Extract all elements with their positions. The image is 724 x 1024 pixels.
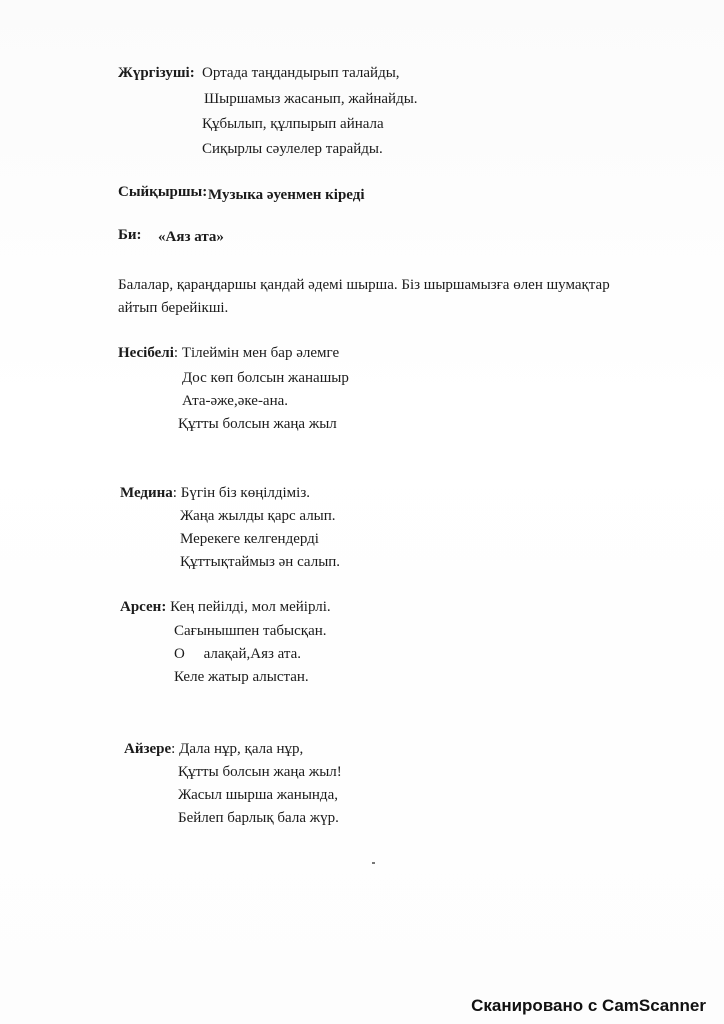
intro-line-1: Ортада таңдандырып талайды,	[202, 65, 400, 81]
verse-1-line-4: Құтты болсын жаңа жыл	[178, 416, 337, 432]
magician-speaker: Сыйқыршы:	[118, 184, 208, 200]
verse-1-line-3: Ата-әже,әке-ана.	[182, 393, 289, 409]
verse-3-line-4: Келе жатыр алыстан.	[174, 669, 309, 685]
verse-4-speaker: Айзере	[124, 741, 172, 757]
verse-2-header	[120, 484, 310, 502]
verse-4-line-4: Бейлеп барлық бала жүр.	[178, 810, 339, 826]
verse-2-separator: :	[172, 485, 177, 501]
magician-text: Музыка әуенмен кіреді	[208, 187, 365, 203]
verse-2-line-3: Мерекеге келгендерді	[180, 531, 319, 547]
verse-1-speaker: Несібелі	[118, 345, 174, 361]
verse-4-header	[124, 740, 303, 758]
camscanner-watermark: Сканировано с CamScanner	[471, 996, 706, 1015]
intro-line-3: Құбылып, құлпырып айнала	[202, 116, 384, 132]
intro-line-4: Сиқырлы сәулелер тарайды.	[202, 141, 383, 157]
verse-2-line-2: Жаңа жылды қарс алып.	[180, 508, 336, 524]
dance-title: «Аяз ата»	[158, 229, 224, 245]
verse-2-line-4: Құттықтаймыз ән салып.	[180, 554, 341, 570]
verse-4-line-2: Құтты болсын жаңа жыл!	[178, 764, 342, 780]
verse-2-speaker: Медина	[120, 485, 173, 501]
verse-4-separator: :	[171, 741, 176, 757]
verse-1-line-1: Тілеймін мен бар әлемге	[181, 345, 340, 361]
verse-4-line-3: Жасыл шырша жанында,	[178, 787, 338, 803]
verse-3-line-2: Сағынышпен табысқан.	[174, 623, 327, 639]
speck	[372, 862, 375, 864]
intro-line-2: Шыршамыз жасанып, жайнайды.	[204, 91, 418, 107]
verse-1-header	[118, 344, 339, 362]
verse-3-line-1: Кең пейілді, мол мейірлі.	[170, 599, 331, 615]
verse-3-line-3: О алақай,Аяз ата.	[174, 646, 302, 662]
verse-3-header	[120, 598, 331, 616]
verse-2-line-1: Бүгін біз көңілдіміз.	[180, 485, 311, 501]
verse-1-line-2: Дос көп болсын жанашыр	[182, 370, 349, 386]
intro-speaker: Жүргізуші:	[118, 65, 195, 81]
intro-paragraph: Балалар, қараңдаршы қандай әдемі шырша. Біз шыршамызға өлен шумақтар айтып берейікші.	[118, 277, 610, 316]
verse-1-separator: :	[173, 345, 179, 361]
dance-label: Би:	[118, 227, 142, 243]
verse-4-line-1: Дала нұр, қала нұр,	[179, 741, 304, 757]
verse-3-speaker: Арсен:	[120, 599, 167, 615]
